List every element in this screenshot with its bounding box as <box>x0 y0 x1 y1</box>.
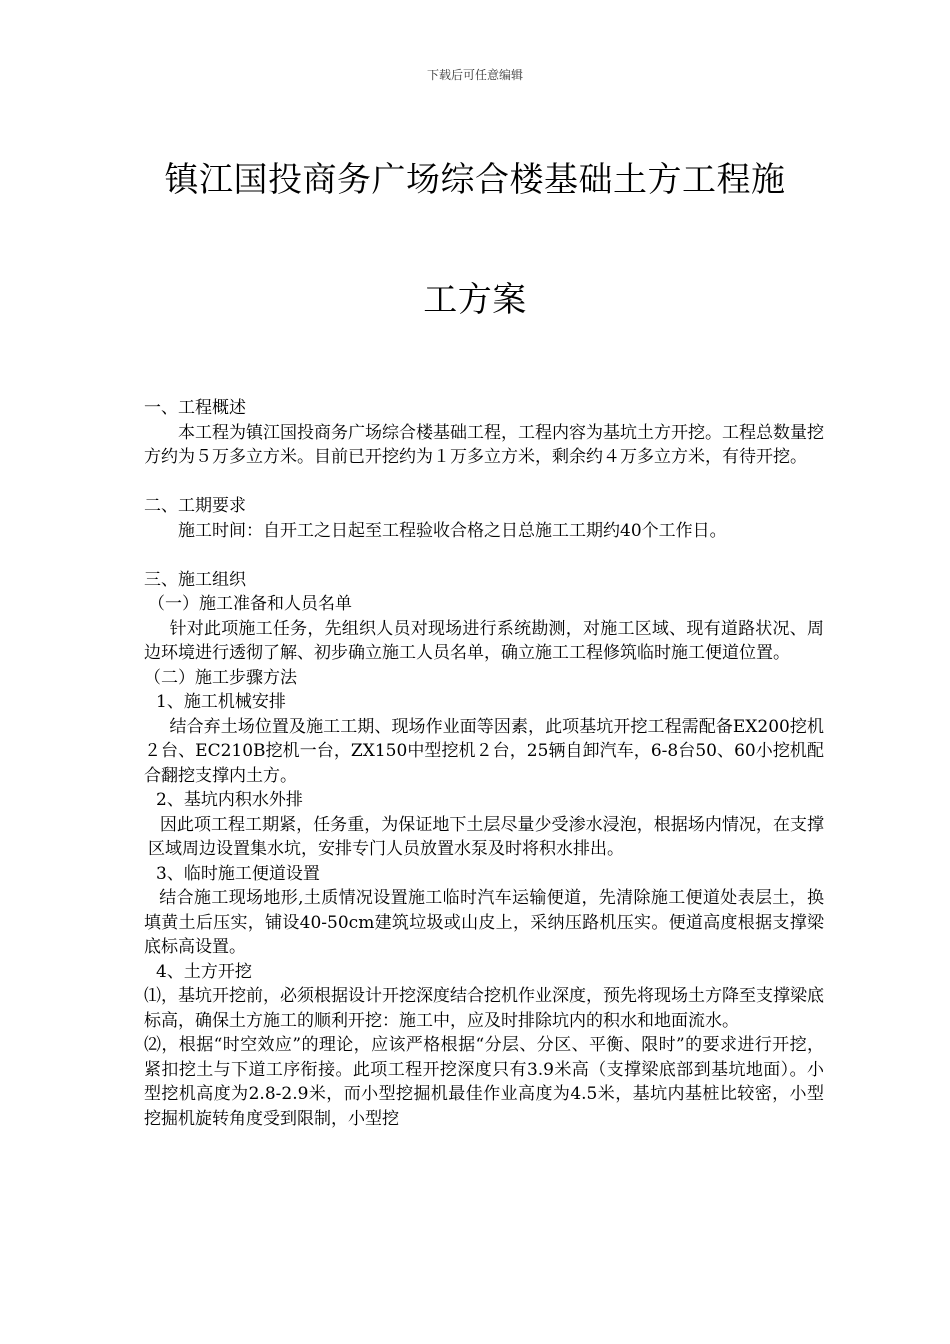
document-body <box>144 396 824 1131</box>
paragraph-preparation: 针对此项施工任务，先组织人员对现场进行系统勘测，对施工区域、现有道路状况、周边环境进行透彻了解、初步确立施工人员名单，确立施工工程修筑临时施工便道位置。 <box>144 618 824 663</box>
subsection-heading-steps: （二）施工步骤方法 <box>144 667 297 688</box>
paragraph-excavation-2: ⑵，根据“时空效应”的理论，应该严格根据“分层、分区、平衡、限时”的要求进行开挖，紧扣挖土与下道工序衔接。此项工程开挖深度只有3.9米高（支撑梁底部到基坑地面）。小型挖机高度为2.8-2.9米，而小型挖掘机最佳作业高度为4.5米，基坑内基桩比较密，小型挖掘机旋转角度受到限制，小型挖 <box>144 1035 824 1129</box>
item-heading-drainage: 2、基坑内积水外排 <box>156 790 303 810</box>
paragraph-overview: 本工程为镇江国投商务广场综合楼基础工程，工程内容为基坑土方开挖。工程总数量挖方约为５万多立方米。目前已开挖约为１万多立方米，剩余约４万多立方米，有待开挖。 <box>144 422 824 467</box>
spacer <box>144 470 824 495</box>
section-heading-overview: 一、工程概述 <box>144 398 246 418</box>
document-title-line2: 工方案 <box>423 280 527 320</box>
item-heading-access-road: 3、临时施工便道设置 <box>156 863 320 884</box>
item-heading-machinery: 1、施工机械安排 <box>156 692 286 712</box>
item-heading-excavation: 4、土方开挖 <box>156 961 252 982</box>
paragraph-drainage: 因此项工程工期紧，任务重，为保证地下土层尽量少受渗水浸泡，根据场内情况，在支撑区域周边设置集水坑，安排专门人员放置水泵及时将积水排出。 <box>148 814 824 859</box>
header-note: 下载后可任意编辑 <box>426 68 523 82</box>
section-heading-organization: 三、施工组织 <box>144 569 246 590</box>
spacer <box>144 543 824 568</box>
paragraph-schedule: 施工时间：自开工之日起至工程验收合格之日总施工工期约40个工作日。 <box>178 520 727 541</box>
subsection-heading-preparation: （一）施工准备和人员名单 <box>148 594 352 614</box>
document-title-line1: 镇江国投商务广场综合楼基础土方工程施 <box>164 160 786 200</box>
section-heading-schedule: 二、工期要求 <box>144 496 246 516</box>
paragraph-excavation-1: ⑴，基坑开挖前，必须根据设计开挖深度结合挖机作业深度，预先将现场土方降至支撑梁底标高，确保土方施工的顺利开挖：施工中，应及时排除坑内的积水和地面流水。 <box>144 986 824 1031</box>
paragraph-machinery: 结合弃土场位置及施工工期、现场作业面等因素，此项基坑开挖工程需配备EX200挖机２台、EC210B挖机一台，ZX150中型挖机２台，25辆自卸汽车，6-8台50、60小挖机配合翻挖支撑内土方。 <box>144 716 824 786</box>
paragraph-access-road: 结合施工现场地形,土质情况设置施工临时汽车运输便道，先清除施工便道处表层土，换填黄土后压实，铺设40-50cm建筑垃圾或山皮上，采纳压路机压实。便道高度根据支撑梁底标高设置。 <box>144 888 824 957</box>
